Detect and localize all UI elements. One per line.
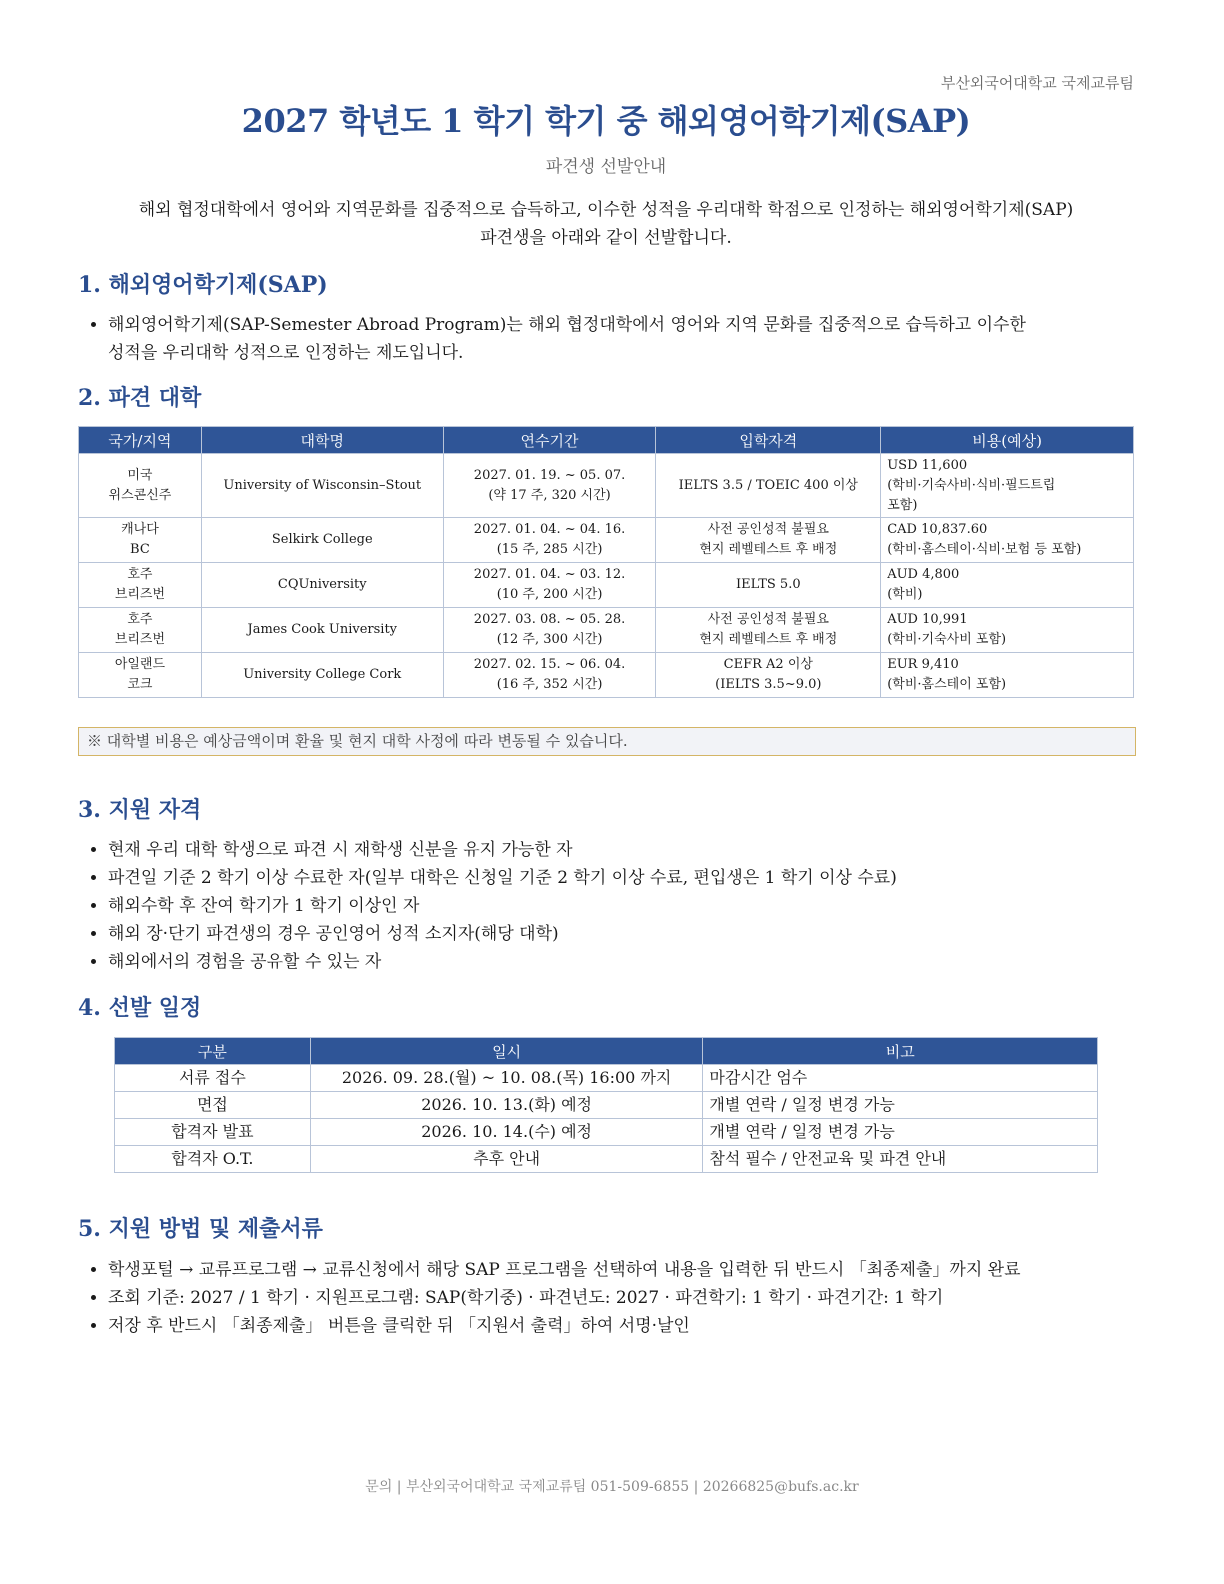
section-heading-eligibility: 3. 지원 자격	[78, 797, 202, 823]
cost-cell	[881, 608, 1134, 653]
schedule-remark: 참석 필수 / 안전교육 및 파견 안내	[703, 1146, 1098, 1173]
list-item: • 파견일 기준 2 학기 이상 수료한 자(일부 대학은 신청일 기준 2 학기 이상 수료, 편입생은 1 학기 이상 수료)	[108, 864, 1128, 892]
list-item: • 현재 우리 대학 학생으로 파견 시 재학생 신분을 유지 가능한 자	[108, 836, 1128, 864]
schedule-remark: 개별 연락 / 일정 변경 가능	[703, 1119, 1098, 1146]
schedule-date: 2026. 09. 28.(월) ~ 10. 08.(목) 16:00 까지	[310, 1065, 703, 1092]
list-item: • 해외에서의 경험을 공유할 수 있는 자	[108, 948, 1128, 976]
period-dates: 2027. 01. 19. ~ 05. 07.	[473, 467, 626, 483]
schedule-remark: 개별 연락 / 일정 변경 가능	[703, 1092, 1098, 1119]
requirement: 사전 공인성적 불필요	[707, 612, 829, 627]
column-header: 일시	[310, 1038, 703, 1065]
requirement-cell	[656, 454, 881, 518]
cost-detail: 포함)	[887, 497, 918, 513]
country-cell	[79, 454, 202, 518]
period-duration: (10 주, 200 시간)	[496, 587, 603, 602]
university-name: University of Wisconsin–Stout	[201, 454, 443, 518]
intro-line: 파견생을 아래와 같이 선발합니다.	[480, 228, 732, 248]
schedule-date: 2026. 10. 13.(화) 예정	[310, 1092, 703, 1119]
intro-line: 해외 협정대학에서 영어와 지역문화를 집중적으로 습득하고, 이수한 성적을 우리대학 학점으로 인정하는 해외영어학기제(SAP)	[138, 200, 1074, 220]
cost-amount: AUD 4,800	[887, 567, 960, 582]
period-dates: 2027. 01. 04. ~ 03. 12.	[473, 567, 626, 582]
country-cell	[79, 653, 202, 698]
cost-detail: (학비·홈스테이 포함)	[887, 677, 1007, 692]
cost-detail: (학비·기숙사비·식비·필드트립	[887, 477, 1056, 493]
university-name: James Cook University	[201, 608, 443, 653]
region: 브리즈번	[114, 632, 166, 647]
table-row	[79, 653, 1134, 698]
region: 코크	[127, 677, 153, 692]
list-item: • 저장 후 반드시 「최종제출」 버튼을 클릭한 뒤 「지원서 출력」하여 서명·날인	[108, 1312, 1168, 1340]
footer-contact: 문의 | 부산외국어대학교 국제교류팀 051-509-6855 | 20266825@bufs.ac.kr	[365, 1479, 859, 1495]
country: 아일랜드	[114, 657, 166, 672]
schedule-date: 2026. 10. 14.(수) 예정	[310, 1119, 703, 1146]
page-subtitle: 파견생 선발안내	[545, 157, 667, 177]
cost-amount: AUD 10,991	[887, 612, 968, 627]
cost-detail: (학비)	[887, 587, 923, 602]
region: 위스콘신주	[108, 487, 172, 503]
table-row	[79, 454, 1134, 518]
column-header: 대학명	[201, 427, 443, 454]
requirement-cell	[656, 653, 881, 698]
country: 미국	[127, 467, 153, 483]
table-row	[115, 1119, 1098, 1146]
column-header: 입학자격	[656, 427, 881, 454]
eligibility-list	[78, 836, 1128, 976]
table-row	[115, 1146, 1098, 1173]
country-cell	[79, 563, 202, 608]
cost-amount: EUR 9,410	[887, 657, 959, 672]
sap-description-list	[78, 311, 1108, 367]
period-duration: (15 주, 285 시간)	[496, 542, 603, 557]
cost-cell	[881, 563, 1134, 608]
table-row	[79, 608, 1134, 653]
period-dates: 2027. 01. 04. ~ 04. 16.	[473, 522, 626, 537]
requirement: (IELTS 3.5~9.0)	[715, 677, 822, 692]
description-line: 성적을 우리대학 성적으로 인정하는 제도입니다.	[108, 343, 464, 363]
requirement-cell	[656, 563, 881, 608]
period-cell	[443, 608, 656, 653]
table-header-row	[79, 427, 1134, 454]
page-title: 2027 학년도 1 학기 학기 중 해외영어학기제(SAP)	[241, 102, 971, 140]
requirement-cell	[656, 518, 881, 563]
org-name: 부산외국어대학교 국제교류팀	[940, 74, 1134, 92]
country-cell	[79, 608, 202, 653]
schedule-table	[114, 1037, 1098, 1173]
requirement: 현지 레벨테스트 후 배정	[699, 632, 838, 647]
cost-detail: (학비·기숙사비 포함)	[887, 632, 1007, 647]
table-row	[79, 563, 1134, 608]
application-list	[78, 1256, 1168, 1340]
table-row	[115, 1092, 1098, 1119]
period-duration: (12 주, 300 시간)	[496, 632, 603, 647]
section-heading-application: 5. 지원 방법 및 제출서류	[78, 1216, 323, 1242]
schedule-remark: 마감시간 엄수	[703, 1065, 1098, 1092]
schedule-item: 서류 접수	[115, 1065, 311, 1092]
region: BC	[130, 542, 150, 557]
period-cell	[443, 563, 656, 608]
list-item: • 학생포털 → 교류프로그램 → 교류신청에서 해당 SAP 프로그램을 선택하여 내용을 입력한 뒤 반드시 「최종제출」까지 완료	[108, 1256, 1168, 1284]
university-name: University College Cork	[201, 653, 443, 698]
section-heading-schedule: 4. 선발 일정	[78, 995, 202, 1021]
university-name: CQUniversity	[201, 563, 443, 608]
description-line: 해외영어학기제(SAP-Semester Abroad Program)는 해외 협정대학에서 영어와 지역 문화를 집중적으로 습득하고 이수한	[108, 315, 1026, 335]
column-header: 비고	[703, 1038, 1098, 1065]
column-header: 비용(예상)	[881, 427, 1134, 454]
university-name: Selkirk College	[201, 518, 443, 563]
cost-amount: CAD 10,837.60	[887, 522, 988, 537]
region: 브리즈번	[114, 587, 166, 602]
requirement: IELTS 3.5 / TOEIC 400 이상	[678, 477, 858, 493]
requirement: 사전 공인성적 불필요	[707, 522, 829, 537]
country: 호주	[127, 567, 153, 582]
schedule-item: 합격자 O.T.	[115, 1146, 311, 1173]
column-header: 구분	[115, 1038, 311, 1065]
table-header-row	[115, 1038, 1098, 1065]
section-heading-sap: 1. 해외영어학기제(SAP)	[78, 272, 328, 298]
intro-text	[78, 196, 1134, 252]
period-cell	[443, 518, 656, 563]
cost-cell	[881, 454, 1134, 518]
period-dates: 2027. 03. 08. ~ 05. 28.	[473, 612, 626, 627]
requirement: CEFR A2 이상	[723, 657, 813, 672]
cost-amount: USD 11,600	[887, 457, 968, 473]
cost-note: ※ 대학별 비용은 예상금액이며 환율 및 현지 대학 사정에 따라 변동될 수 있습니다.	[78, 727, 1136, 756]
country: 호주	[127, 612, 153, 627]
cost-cell	[881, 653, 1134, 698]
requirement: IELTS 5.0	[736, 577, 801, 592]
period-cell	[443, 653, 656, 698]
cost-detail: (학비·홈스테이·식비·보험 등 포함)	[887, 542, 1082, 557]
list-item: • 해외 장·단기 파견생의 경우 공인영어 성적 소지자(해당 대학)	[108, 920, 1128, 948]
schedule-item: 면접	[115, 1092, 311, 1119]
period-cell	[443, 454, 656, 518]
table-row	[115, 1065, 1098, 1092]
table-row	[79, 518, 1134, 563]
requirement-cell	[656, 608, 881, 653]
list-item: • 조회 기준: 2027 / 1 학기 · 지원프로그램: SAP(학기중) · 파견년도: 2027 · 파견학기: 1 학기 · 파견기간: 1 학기	[108, 1284, 1168, 1312]
list-item	[108, 311, 1108, 367]
country-cell	[79, 518, 202, 563]
column-header: 연수기간	[443, 427, 656, 454]
cost-cell	[881, 518, 1134, 563]
university-table	[78, 426, 1134, 698]
section-heading-universities: 2. 파견 대학	[78, 385, 202, 411]
column-header: 국가/지역	[79, 427, 202, 454]
period-dates: 2027. 02. 15. ~ 06. 04.	[473, 657, 626, 672]
requirement: 현지 레벨테스트 후 배정	[699, 542, 838, 557]
country: 캐나다	[121, 522, 159, 537]
schedule-item: 합격자 발표	[115, 1119, 311, 1146]
period-duration: (약 17 주, 320 시간)	[488, 487, 611, 503]
schedule-date: 추후 안내	[310, 1146, 703, 1173]
period-duration: (16 주, 352 시간)	[496, 677, 603, 692]
list-item: • 해외수학 후 잔여 학기가 1 학기 이상인 자	[108, 892, 1128, 920]
